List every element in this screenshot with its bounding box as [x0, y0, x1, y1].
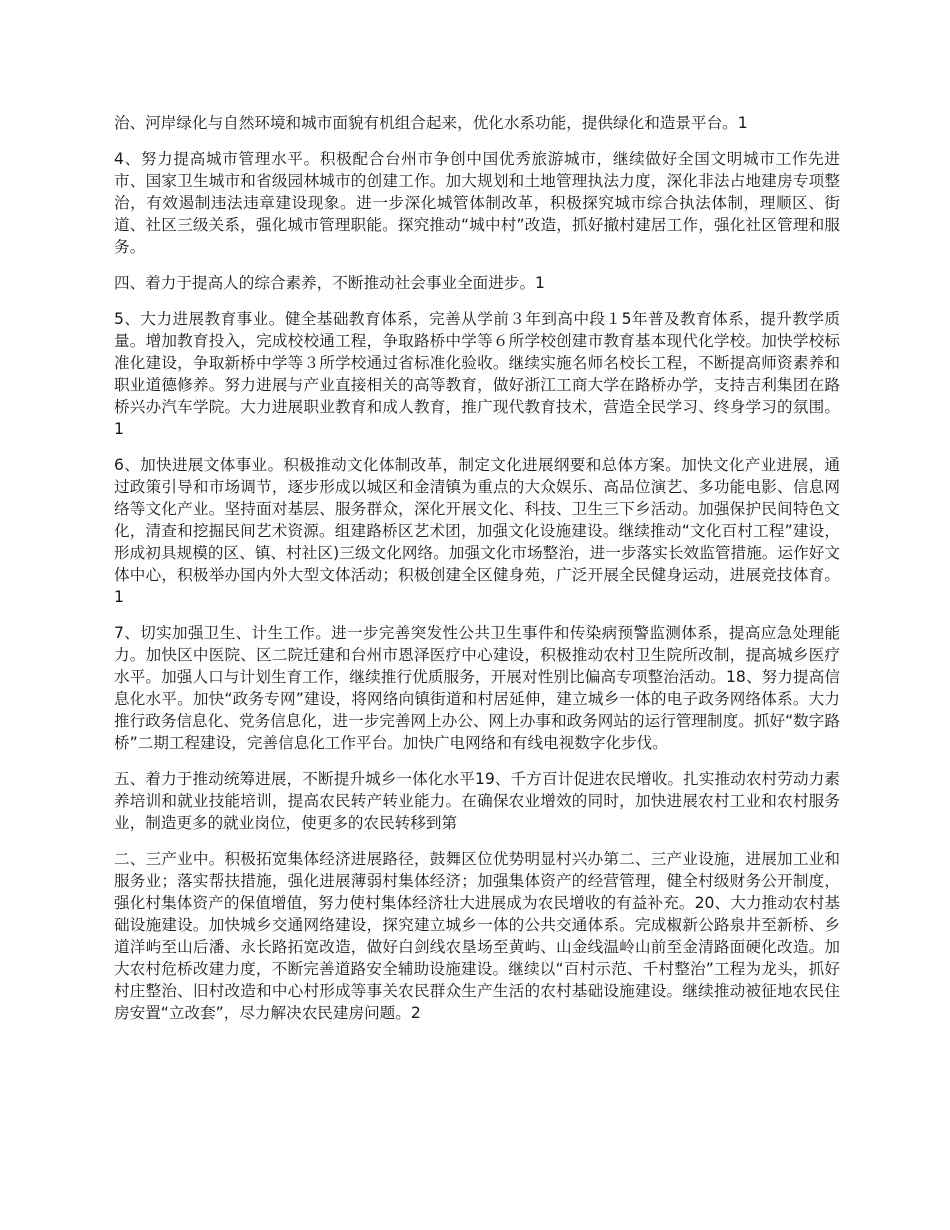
paragraph-city-management: 4、努力提高城市管理水平。积极配合台州市争创中国优秀旅游城市，继续做好全国文明城市工作先进市、国家卫生城市和省级园林城市的创建工作。加大规划和土地管理执法力度，深化非法占地建房专项整治，有效遏制违法违章建设现象。进一步深化城管体制改革，积极探究城市综合执法体制，理顺区、街道、社区三级关系，强化城市管理职能。探究推动“城中村”改造，抓好撤村建居工作，强化社区管理和服务。 — [114, 150, 840, 256]
paragraph-rural-infrastructure: 二、三产业中。积极拓宽集体经济进展路径，鼓舞区位优势明显村兴办第二、三产业设施，进展加工业和服务业；落实帮扶措施，强化进展薄弱村集体经济；加强集体资产的经营管理，健全村级财务公开制度，强化村集体资产的保值增值，努力使村集体经济壮大进展成为农民增收的有益补充。20、大力推动农村基础设施建设。加快城乡交通网络建设，探究建立城乡一体的公共交通体系。完成椒新公路泉井至新桥、乡道洋屿至山后潘、永长路拓宽改造，做好白剑线农垦场至黄屿、山金线温岭山前至金清路面硬化改造。加大农村危桥改建力度，不断完善道路安全辅助设施建设。继续以“百村示范、千村整治”工程为龙头，抓好村庄整治、旧村改造和中心村形成等事关农民群众生产生活的农村基础设施建设。继续推动被征地农民住房安置“立改套”，尽力解决农民建房问题。2 — [114, 850, 840, 1022]
document-body — [114, 112, 840, 1038]
paragraph-urban-rural-integration: 五、着力于推动统筹进展，不断提升城乡一体化水平19、千方百计促进农民增收。扎实推动农村劳动力素养培训和就业技能培训，提高农民转产转业能力。在确保农业增效的同时，加快进展农村工业和农村服务业，制造更多的就业岗位，使更多的农民转移到第 — [114, 770, 840, 832]
paragraph-education: 5、大力进展教育事业。健全基础教育体系，完善从学前３年到高中段１5年普及教育体系，提升教学质量。增加教育投入，完成校校通工程，争取路桥中学等６所学校创建市教育基本现代化学校。加快学校标准化建设，争取新桥中学等３所学校通过省标准化验收。继续实施名师名校长工程，不断提高师资素养和职业道德修养。努力进展与产业直接相关的高等教育，做好浙江工商大学在路桥办学，支持吉利集团在路桥兴办汽车学院。大力进展职业教育和成人教育，推广现代教育技术，营造全民学习、终身学习的氛围。1 — [114, 310, 840, 438]
paragraph-water-greening: 治、河岸绿化与自然环境和城市面貌有机组合起来，优化水系功能，提供绿化和造景平台。1 — [114, 114, 748, 132]
paragraph-health-family-planning: 7、切实加强卫生、计生工作。进一步完善突发性公共卫生事件和传染病预警监测体系，提高应急处理能力。加快区中医院、区二院迁建和台州市恩泽医疗中心建设，积极推动农村卫生院所改制，提高城乡医疗水平。加强人口与计划生育工作，继续推行优质服务，开展对性别比偏高专项整治活动。18、努力提高信息化水平。加快“政务专网”建设，将网络向镇街道和村居延伸，建立城乡一体的电子政务网络体系。大力推行政务信息化、党务信息化，进一步完善网上办公、网上办事和政务网站的运行管理制度。抓好“数字路桥”二期工程建设，完善信息化工作平台。加快广电网络和有线电视数字化步伐。 — [114, 624, 840, 752]
paragraph-culture-sports: 6、加快进展文体事业。积极推动文化体制改革，制定文化进展纲要和总体方案。加快文化产业进展，通过政策引导和市场调节，逐步形成以城区和金清镇为重点的大众娱乐、高品位演艺、多功能电影、信息网络等文化产业。坚持面对基层、服务群众，深化开展文化、科技、卫生三下乡活动。加强保护民间特色文化，清查和挖掘民间艺术资源。组建路桥区艺术团，加强文化设施建设。继续推动“文化百村工程”建设，形成初具规模的区、镇、村社区)三级文化网络。加强文化市场整治，进一步落实长效监管措施。运作好文体中心，积极举办国内外大型文体活动；积极创建全区健身苑，广泛开展全民健身运动，进展竞技体育。1 — [114, 456, 840, 606]
section-heading-social-progress: 四、着力于提高人的综合素养，不断推动社会事业全面进步。1 — [114, 274, 545, 292]
